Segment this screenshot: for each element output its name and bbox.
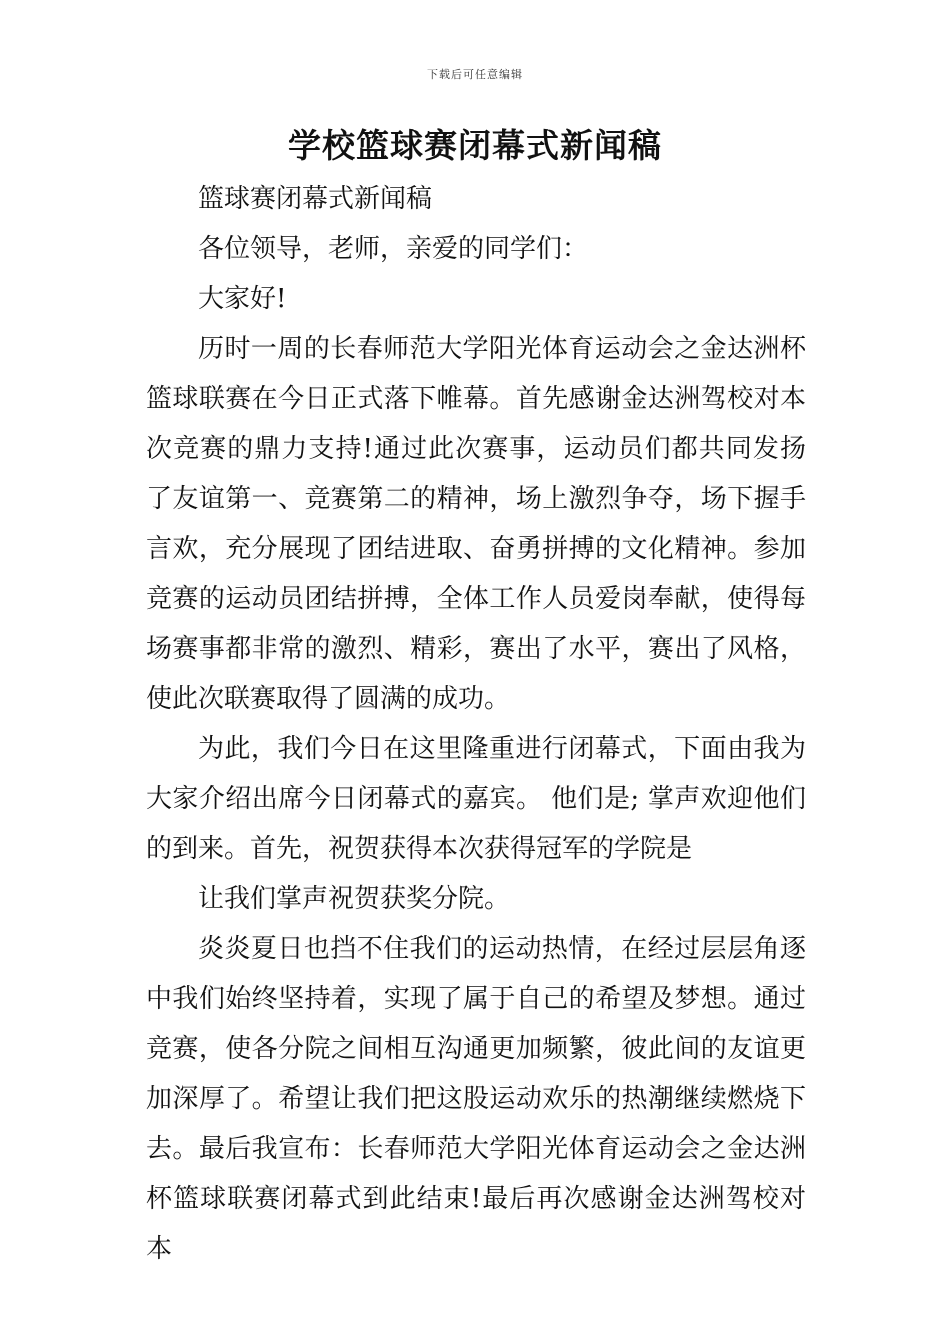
paragraph-greeting: 大家好! <box>198 284 287 314</box>
document-body <box>146 174 806 1274</box>
paragraph-body: 炎炎夏日也挡不住我们的运动热情，在经过层层角逐中我们始终坚持着，实现了属于自己的希望及梦想。通过竞赛，使各分院之间相互沟通更加频繁，彼此间的友谊更加深厚了。希望让我们把这股运动欢乐的热潮继续燃烧下去。最后我宣布：长春师范大学阳光体育运动会之金达洲杯篮球联赛闭幕式到此结束!最后再次感谢金达洲驾校对本 <box>146 934 806 1264</box>
paragraph-body: 为此，我们今日在这里隆重进行闭幕式，下面由我为大家介绍出席今日闭幕式的嘉宾。 他们是; 掌声欢迎他们的到来。首先，祝贺获得本次获得冠军的学院是 <box>146 734 806 864</box>
header-note: 下载后可任意编辑 <box>427 68 523 81</box>
paragraph-subtitle: 篮球赛闭幕式新闻稿 <box>198 184 433 214</box>
paragraph-body: 历时一周的长春师范大学阳光体育运动会之金达洲杯篮球联赛在今日正式落下帷幕。首先感谢金达洲驾校对本次竞赛的鼎力支持!通过此次赛事，运动员们都共同发扬了友谊第一、竞赛第二的精神，场上激烈争夺，场下握手言欢，充分展现了团结进取、奋勇拼搏的文化精神。参加竞赛的运动员团结拼搏，全体工作人员爱岗奉献，使得每场赛事都非常的激烈、精彩，赛出了水平，赛出了风格，使此次联赛取得了圆满的成功。 <box>146 334 806 714</box>
paragraph-salutation: 各位领导，老师，亲爱的同学们： <box>198 234 589 264</box>
document-title: 学校篮球赛闭幕式新闻稿 <box>288 126 662 165</box>
paragraph-body: 让我们掌声祝贺获奖分院。 <box>198 884 511 914</box>
